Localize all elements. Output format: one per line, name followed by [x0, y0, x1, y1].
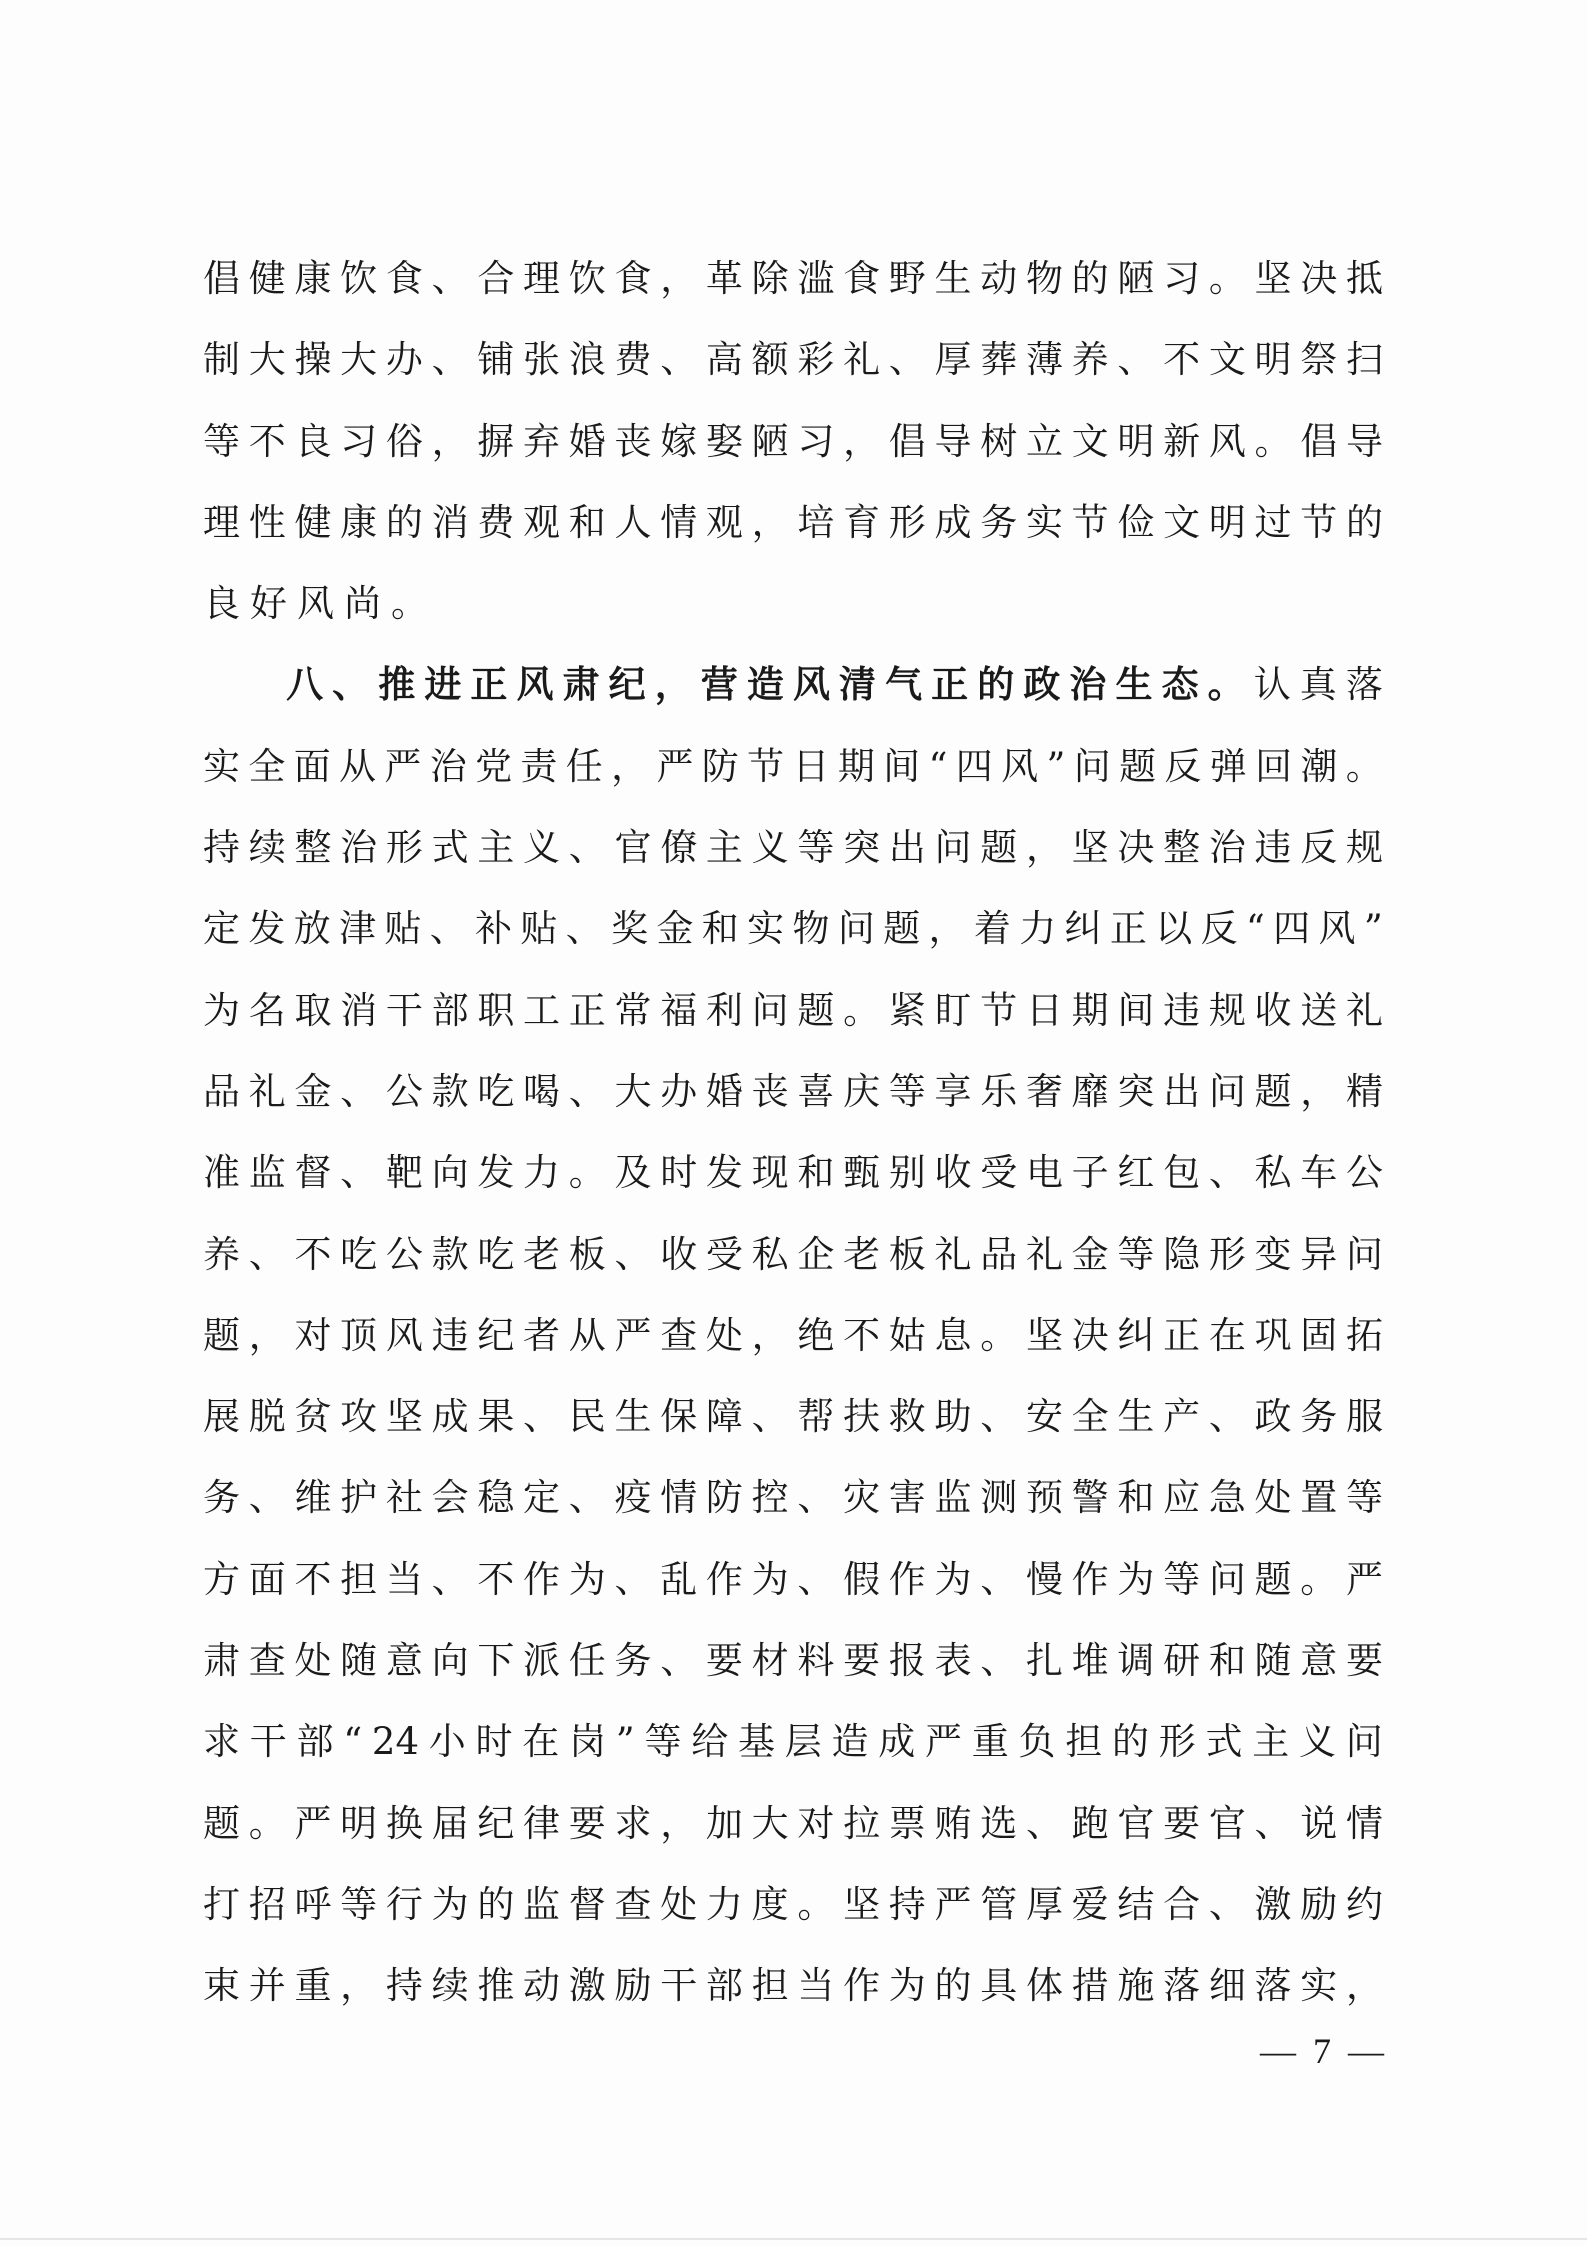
text-line: 定 发 放 津 贴 、 补 贴 、 奖 金 和 实 物 问 题 ， 着 力 纠 正 以 反 “ 四 风 ” [203, 907, 1383, 951]
text-line: 求 干 部 “ 24 小 时 在 岗 ” 等 给 基 层 造 成 严 重 负 担 的 形 式 主 义 问 [203, 1720, 1383, 1764]
scan-edge-line [0, 2238, 1587, 2240]
text-line: 品 礼 金 、 公 款 吃 喝 、 大 办 婚 丧 喜 庆 等 享 乐 奢 靡 突 出 问 题 ， 精 [203, 1069, 1383, 1113]
text-line: 实 全 面 从 严 治 党 责 任 ， 严 防 节 日 期 间 “ 四 风 ” 问 题 反 弹 回 潮 。 [203, 744, 1383, 788]
text-line: 等 不 良 习 俗 ， 摒 弃 婚 丧 嫁 娶 陋 习 ， 倡 导 树 立 文 明 新 风 。 倡 导 [203, 419, 1383, 463]
text-line: 倡 健 康 饮 食 、 合 理 饮 食 ， 革 除 滥 食 野 生 动 物 的 陋 习 。 坚 决 抵 [203, 257, 1383, 300]
text-line: 八 、 推 进 正 风 肃 纪 ， 营 造 风 清 气 正 的 政 治 生 态 。 认 真 落 [203, 644, 1383, 725]
text-line: 打 招 呼 等 行 为 的 监 督 查 处 力 度 。 坚 持 严 管 厚 爱 结 合 、 激 励 约 [203, 1882, 1383, 1926]
text-line: 肃 查 处 随 意 向 下 派 任 务 、 要 材 料 要 报 表 、 扎 堆 调 研 和 随 意 要 [203, 1639, 1383, 1683]
text-line: 务 、 维 护 社 会 稳 定 、 疫 情 防 控 、 灾 害 监 测 预 警 和 应 急 处 置 等 [203, 1476, 1383, 1520]
text-line: 为 名 取 消 干 部 职 工 正 常 福 利 问 题 。 紧 盯 节 日 期 间 违 规 收 送 礼 [203, 988, 1383, 1032]
text-line: 题 。 严 明 换 届 纪 律 要 求 ， 加 大 对 拉 票 贿 选 、 跑 官 要 官 、 说 情 [203, 1801, 1383, 1845]
text-line: 方 面 不 担 当 、 不 作 为 、 乱 作 为 、 假 作 为 、 慢 作 为 等 问 题 。 严 [203, 1557, 1383, 1601]
text-line: 束 并 重 ， 持 续 推 动 激 励 干 部 担 当 作 为 的 具 体 措 施 落 细 落 实 ， [203, 1964, 1383, 2008]
text-line: 准 监 督 、 靶 向 发 力 。 及 时 发 现 和 甄 别 收 受 电 子 红 包 、 私 车 公 [203, 1151, 1383, 1195]
text-line: 良 好 风 尚 。 [203, 582, 428, 626]
text-line: 制 大 操 大 办 、 铺 张 浪 费 、 高 额 彩 礼 、 厚 葬 薄 养 、 不 文 明 祭 扫 [203, 338, 1383, 382]
text-line: 题 ， 对 顶 风 违 纪 者 从 严 查 处 ， 绝 不 姑 息 。 坚 决 纠 正 在 巩 固 拓 [203, 1313, 1383, 1357]
text-line: 持 续 整 治 形 式 主 义 、 官 僚 主 义 等 突 出 问 题 ， 坚 决 整 治 违 反 规 [203, 826, 1383, 870]
text-line: 理 性 健 康 的 消 费 观 和 人 情 观 ， 培 育 形 成 务 实 节 俭 文 明 过 节 的 [203, 500, 1383, 544]
paragraph-indent [203, 644, 277, 725]
page-number: — 7 — [1260, 2031, 1388, 2071]
text-line: 养 、 不 吃 公 款 吃 老 板 、 收 受 私 企 老 板 礼 品 礼 金 等 隐 形 变 异 问 [203, 1232, 1383, 1276]
body-text [203, 238, 1383, 2027]
text-line: 展 脱 贫 攻 坚 成 果 、 民 生 保 障 、 帮 扶 救 助 、 安 全 生 产 、 政 务 服 [203, 1395, 1383, 1439]
